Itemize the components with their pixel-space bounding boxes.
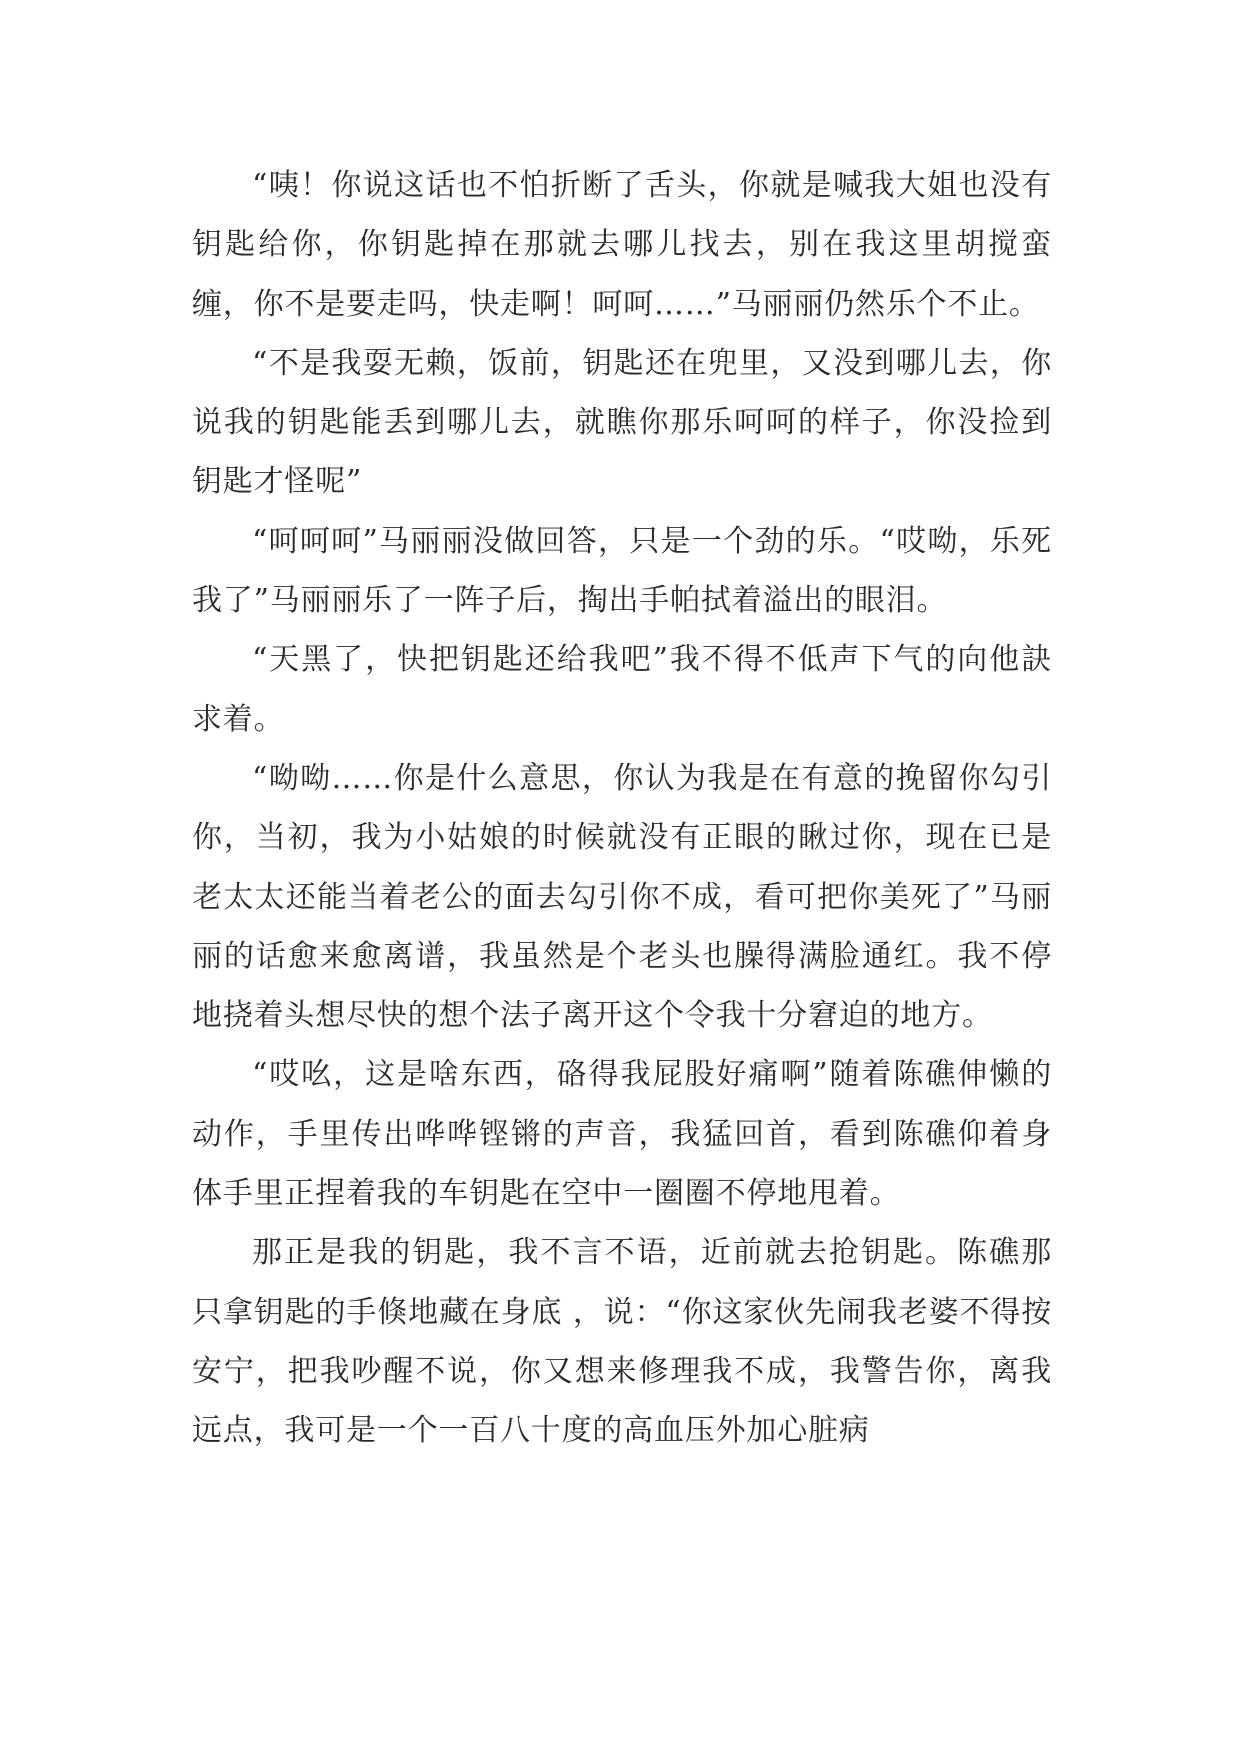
paragraph: “天黑了，快把钥匙还给我吧”我不得不低声下气的向他訣求着。 (192, 642, 1052, 737)
paragraph: “呦呦……你是什么意思，你认为我是在有意的挽留你勾引你，当初，我为小姑娘的时候就没有正眼的瞅过你，现在已是老太太还能当着老公的面去勾引你不成，看可把你美死了”马丽丽的话愈来愈离谱，我虽然是个老头也臊得满脸通红。我不停地挠着头想尽快的想个法子离开这个令我十分窘迫的地方。 (192, 760, 1052, 1034)
paragraph: “呵呵呵”马丽丽没做回答，只是一个劲的乐。“哎呦，乐死我了”马丽丽乐了一阵子后，掏出手帕拭着溢出的眼泪。 (192, 523, 1052, 619)
paragraph: “不是我耍无赖，饭前，钥匙还在兜里，又没到哪儿去，你说我的钥匙能丢到哪儿去，就瞧你那乐呵呵的样子，你没捡到钥匙才怪呢” (192, 345, 1052, 500)
paragraph: 那正是我的钥匙，我不言不语，近前就去抢钥匙。陈礁那只拿钥匙的手倏地藏在身底 ，说：“你这家伙先闹我老婆不得按安宁，把我吵醒不说，你又想来修理我不成，我警告你，离我远点，我可是一个一百八十度的高血压外加心脏病 (192, 1235, 1052, 1449)
paragraph: “咦！你说这话也不怕折断了舌头，你就是喊我大姐也没有钥匙给你，你钥匙掉在那就去哪儿找去，别在我这里胡搅蛮缠，你不是要走吗，快走啊！呵呵……”马丽丽仍然乐个不止。 (192, 168, 1052, 322)
body-text (192, 156, 1052, 1461)
paragraph: “哎吆，这是啥东西，硌得我屁股好痛啊”随着陈礁伸懒的动作，手里传出哗哗铿锵的声音，我猛回首，看到陈礁仰着身体手里正捏着我的车钥匙在空中一圈圈不停地甩着。 (192, 1057, 1052, 1212)
